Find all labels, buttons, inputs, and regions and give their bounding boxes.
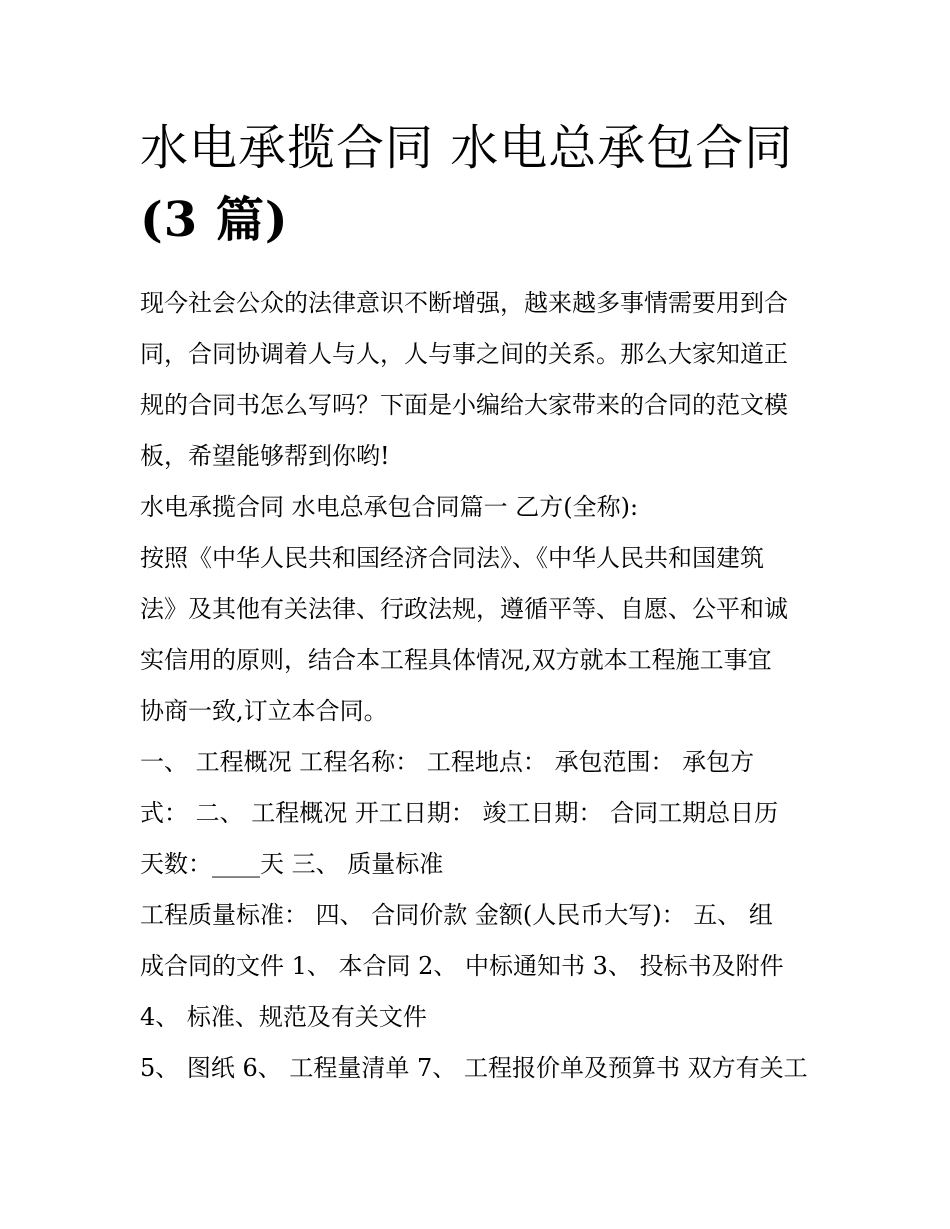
text-line: 工程质量标准： 四、 合同价款 金额(人民币大写)： 五、 组 [140,901,773,929]
paragraph-legal-basis [140,533,820,737]
text-line: 规的合同书怎么写吗？下面是小编给大家带来的合同的范文模 [140,391,788,419]
paragraph-project-overview [140,737,820,890]
text-line: 水电承揽合同 水电总承包合同篇一 乙方(全称): [140,493,639,521]
document-title-line-2: (3 篇) [140,192,289,248]
text-line: 板，希望能够帮到你哟! [140,442,390,470]
document-title [140,112,840,256]
text-line: 协商一致,订立本合同。 [140,697,388,725]
text-line: 成合同的文件 1、 本合同 2、 中标通知书 3、 投标书及附件 [140,952,784,980]
text-line: 法》及其他有关法律、行政法规，遵循平等、自愿、公平和诚 [140,595,788,623]
text-line: 5、 图纸 6、 工程量清单 7、 工程报价单及预算书 双方有关工 [140,1054,808,1082]
paragraph-intro [140,278,820,482]
paragraph-contract-documents [140,1043,820,1094]
text-line: 式： 二、 工程概况 开工日期： 竣工日期： 合同工期总日历 [140,799,779,827]
paragraph-section-heading [140,482,820,533]
text-line: 实信用的原则，结合本工程具体情况,双方就本工程施工事宜 [140,646,772,674]
text-line: 按照《中华人民共和国经济合同法》、《中华人民共和国建筑 [140,544,764,572]
text-line: 同，合同协调着人与人，人与事之间的关系。那么大家知道正 [140,340,788,368]
text-line: 4、 标准、规范及有关文件 [140,1003,427,1031]
document-title-line-1: 水电承揽合同 水电总承包合同 [140,120,794,176]
paragraph-quality-price [140,890,820,1043]
text-line: 一、 工程概况 工程名称： 工程地点： 承包范围： 承包方 [140,748,755,776]
text-line: 天数：____天 三、 质量标准 [140,850,444,878]
document-body [140,278,820,1094]
text-line: 现今社会公众的法律意识不断增强，越来越多事情需要用到合 [140,289,788,317]
